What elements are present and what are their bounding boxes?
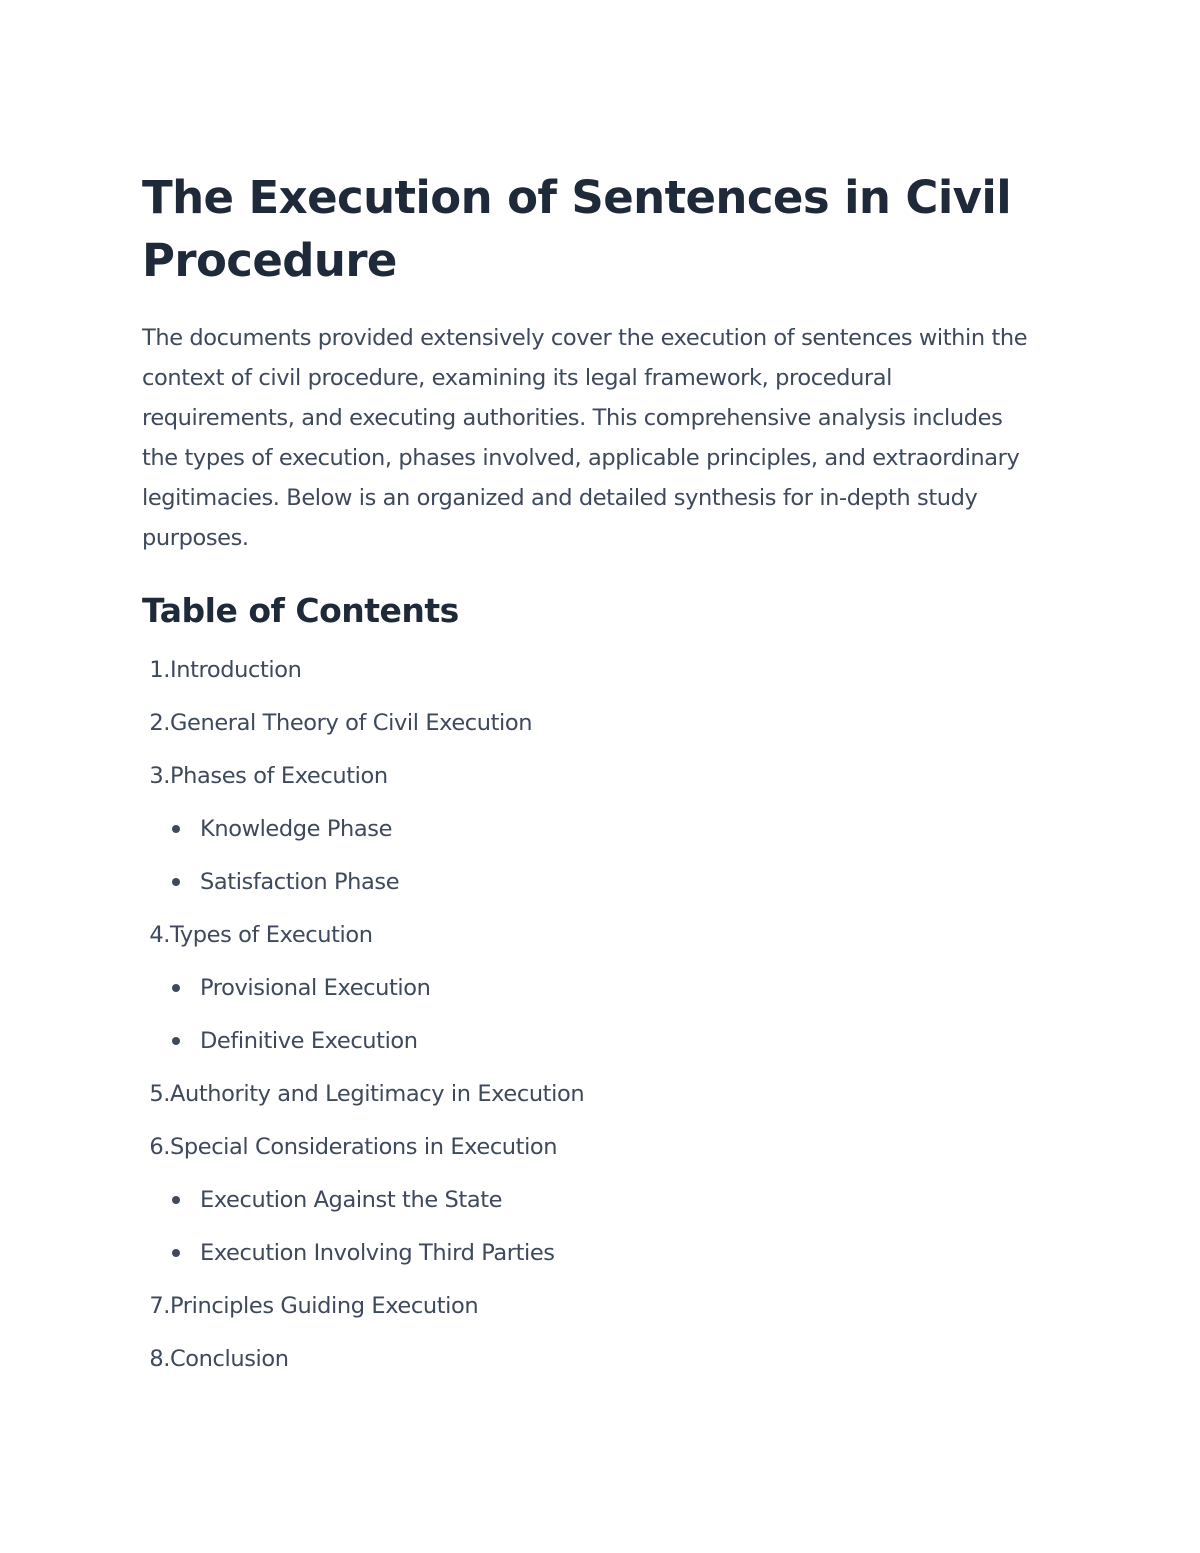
toc-item-principles[interactable] — [142, 1286, 1042, 1339]
toc-label[interactable]: Introduction — [170, 657, 302, 683]
toc-item-authority[interactable] — [142, 1074, 1042, 1127]
toc-number: 4. — [149, 922, 170, 948]
toc-heading: Table of Contents — [142, 591, 459, 630]
toc-item-types[interactable] — [142, 915, 1042, 968]
toc-label[interactable]: General Theory of Civil Execution — [170, 710, 533, 736]
toc-subitem-knowledge-phase[interactable] — [142, 809, 1042, 862]
toc-subitem-third-parties[interactable] — [142, 1233, 1042, 1286]
toc-number: 7. — [149, 1293, 170, 1319]
toc-label[interactable]: Authority and Legitimacy in Execution — [170, 1081, 585, 1107]
toc-label[interactable]: Satisfaction Phase — [200, 869, 400, 895]
table-of-contents — [142, 650, 1042, 1392]
toc-subitem-satisfaction-phase[interactable] — [142, 862, 1042, 915]
toc-label[interactable]: Types of Execution — [170, 922, 373, 948]
toc-label[interactable]: Special Considerations in Execution — [170, 1134, 558, 1160]
toc-item-conclusion[interactable] — [142, 1339, 1042, 1392]
bullet-icon — [172, 825, 180, 833]
toc-label[interactable]: Conclusion — [170, 1346, 289, 1372]
toc-subitem-definitive-execution[interactable] — [142, 1021, 1042, 1074]
bullet-icon — [172, 1196, 180, 1204]
bullet-icon — [172, 878, 180, 886]
document-title: The Execution of Sentences in Civil Procedure — [142, 171, 1012, 287]
toc-number: 1. — [149, 657, 170, 683]
toc-item-general-theory[interactable] — [142, 703, 1042, 756]
toc-item-introduction[interactable] — [142, 650, 1042, 703]
toc-label[interactable]: Principles Guiding Execution — [170, 1293, 479, 1319]
document-page — [142, 166, 1042, 1392]
toc-number: 2. — [149, 710, 170, 736]
toc-item-phases[interactable] — [142, 756, 1042, 809]
toc-number: 6. — [149, 1134, 170, 1160]
toc-number: 8. — [149, 1346, 170, 1372]
bullet-icon — [172, 1249, 180, 1257]
toc-subitem-against-state[interactable] — [142, 1180, 1042, 1233]
toc-label[interactable]: Execution Against the State — [200, 1187, 503, 1213]
intro-paragraph: The documents provided extensively cover the execution of sentences within the context of civil procedure, examining its legal framework, procedural requirements, and executing authorities. This comprehensive analysis includes the types of execution, phases involved, applicable principles, and extraordinary legitimacies. Below is an organized and detailed synthesis for in-depth study purposes. — [142, 325, 1028, 551]
toc-label[interactable]: Phases of Execution — [170, 763, 388, 789]
toc-number: 5. — [149, 1081, 170, 1107]
toc-subitem-provisional-execution[interactable] — [142, 968, 1042, 1021]
toc-item-special-considerations[interactable] — [142, 1127, 1042, 1180]
toc-label[interactable]: Execution Involving Third Parties — [200, 1240, 555, 1266]
bullet-icon — [172, 1037, 180, 1045]
toc-label[interactable]: Provisional Execution — [200, 975, 431, 1001]
bullet-icon — [172, 984, 180, 992]
toc-number: 3. — [149, 763, 170, 789]
toc-label[interactable]: Knowledge Phase — [200, 816, 393, 842]
toc-label[interactable]: Definitive Execution — [200, 1028, 418, 1054]
